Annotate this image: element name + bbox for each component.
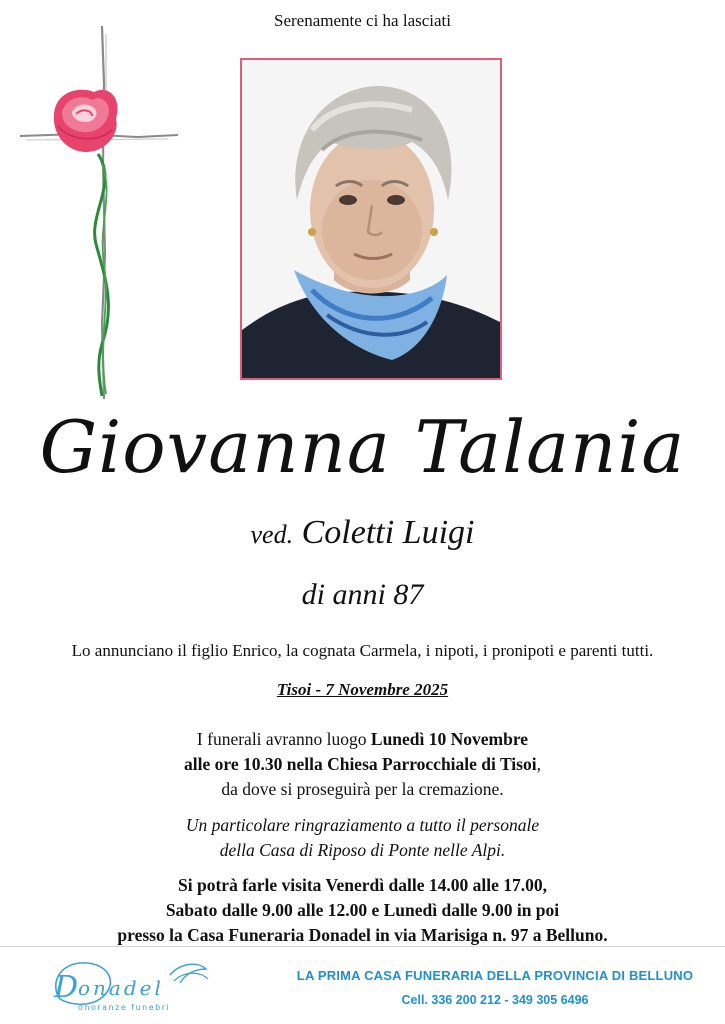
funeral-line-1 xyxy=(0,727,725,752)
announcement-text: Lo annunciano il figlio Enrico, la cognata Carmela, i nipoti, i pronipoti e parenti tutti. xyxy=(71,641,654,660)
intro-text: Serenamente ci ha lasciati xyxy=(274,11,451,30)
svg-text:onoranze funebri: onoranze funebri xyxy=(78,1003,171,1012)
svg-text:onadel: onadel xyxy=(78,976,164,1000)
funeral-line-2 xyxy=(0,752,725,777)
funeral-details xyxy=(0,727,725,802)
portrait-photo xyxy=(240,58,502,380)
place-date: Tisoi - 7 Novembre 2025 xyxy=(276,680,449,699)
funeral-time-place: alle ore 10.30 nella Chiesa Parrocchiale di Tisoi xyxy=(184,754,537,774)
rose-cross-icon xyxy=(18,24,188,404)
funeral-line-2-comma: , xyxy=(536,754,541,774)
visits-line-2: Sabato dalle 9.00 alle 12.00 e Lunedì dalle 9.00 in poi xyxy=(165,900,560,920)
widow-of-name: Coletti Luigi xyxy=(301,514,475,551)
widow-prefix: ved. xyxy=(250,520,294,549)
funeral-line-1-text: I funerali avranno luogo xyxy=(196,729,371,749)
thanks-line-2: della Casa di Riposo di Ponte nelle Alpi. xyxy=(219,840,506,860)
funeral-line-3: da dove si proseguirà per la cremazione. xyxy=(221,779,504,799)
svg-text:D: D xyxy=(54,970,79,1005)
thanks-line-1: Un particolare ringraziamento a tutto il personale xyxy=(185,815,540,835)
age-text: di anni 87 xyxy=(301,578,424,611)
footer-divider xyxy=(0,946,725,947)
funeral-date: Lunedì 10 Novembre xyxy=(370,729,529,749)
footer-phones: Cell. 336 200 212 - 349 305 6496 xyxy=(401,993,589,1007)
widow-line xyxy=(0,514,725,552)
visits-line-1: Si potrà farle visita Venerdì dalle 14.00 alle 17.00, xyxy=(178,875,547,895)
visits-text xyxy=(0,873,725,948)
donadel-logo xyxy=(40,955,220,1017)
footer-tagline: LA PRIMA CASA FUNERARIA DELLA PROVINCIA DI BELLUNO xyxy=(296,968,694,983)
thanks-text xyxy=(0,813,725,863)
visits-line-3: presso la Casa Funeraria Donadel in via Marisiga n. 97 a Belluno. xyxy=(117,925,608,945)
deceased-name: Giovanna Talania xyxy=(39,405,686,489)
